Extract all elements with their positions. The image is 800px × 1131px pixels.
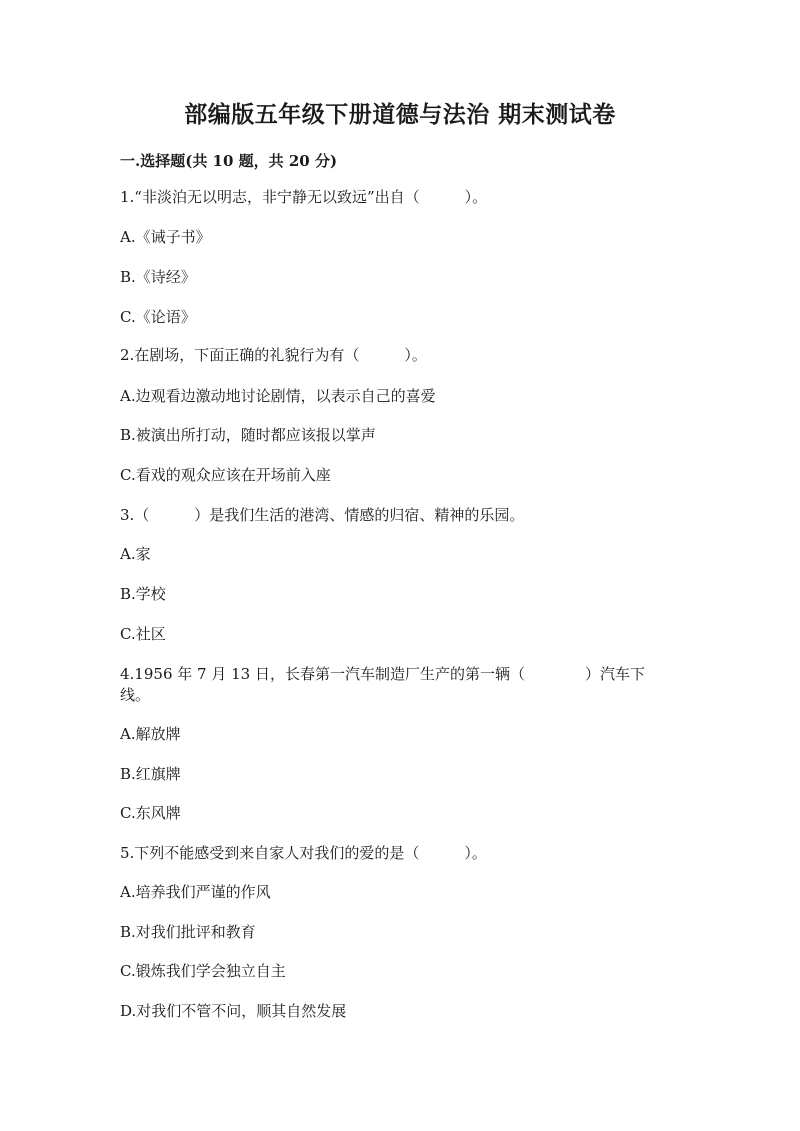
question-1-option-a: A.《诫子书》 (120, 228, 211, 246)
question-5-option-d: D.对我们不管不问，顺其自然发展 (120, 1002, 347, 1020)
question-1-option-b: B.《诗经》 (120, 268, 196, 286)
question-5-option-b: B.对我们批评和教育 (120, 923, 256, 941)
question-4-option-a: A.解放牌 (120, 725, 181, 743)
question-3-option-a: A.家 (120, 545, 151, 563)
question-4-stem-line-2: 线。 (120, 686, 151, 704)
question-4-stem-line-1: 4.1956 年 7 月 13 日，长春第一汽车制造厂生产的第一辆（ ）汽车下 (120, 665, 645, 683)
question-2-option-b: B.被演出所打动，随时都应该报以掌声 (120, 426, 376, 444)
question-2-option-a: A.边观看边激动地讨论剧情，以表示自己的喜爱 (120, 387, 436, 405)
question-1-option-c: C.《论语》 (120, 308, 196, 326)
question-1-stem: 1.“非淡泊无以明志，非宁静无以致远”出自（ ）。 (120, 188, 488, 206)
question-4-option-b: B.红旗牌 (120, 765, 181, 783)
question-5-option-a: A.培养我们严谨的作风 (120, 883, 271, 901)
question-2-stem: 2.在剧场，下面正确的礼貌行为有（ ）。 (120, 346, 427, 364)
question-3-stem: 3.（ ）是我们生活的港湾、情感的归宿、精神的乐园。 (120, 506, 525, 524)
exam-title: 部编版五年级下册道德与法治 期末测试卷 (184, 101, 616, 128)
question-3-option-c: C.社区 (120, 625, 166, 643)
section-heading: 一.选择题(共 10 题，共 20 分) (120, 152, 338, 170)
question-4-option-c: C.东风牌 (120, 804, 181, 822)
question-3-option-b: B.学校 (120, 585, 166, 603)
question-5-option-c: C.锻炼我们学会独立自主 (120, 962, 286, 980)
question-5-stem: 5.下列不能感受到来自家人对我们的爱的是（ ）。 (120, 844, 487, 862)
question-2-option-c: C.看戏的观众应该在开场前入座 (120, 466, 331, 484)
